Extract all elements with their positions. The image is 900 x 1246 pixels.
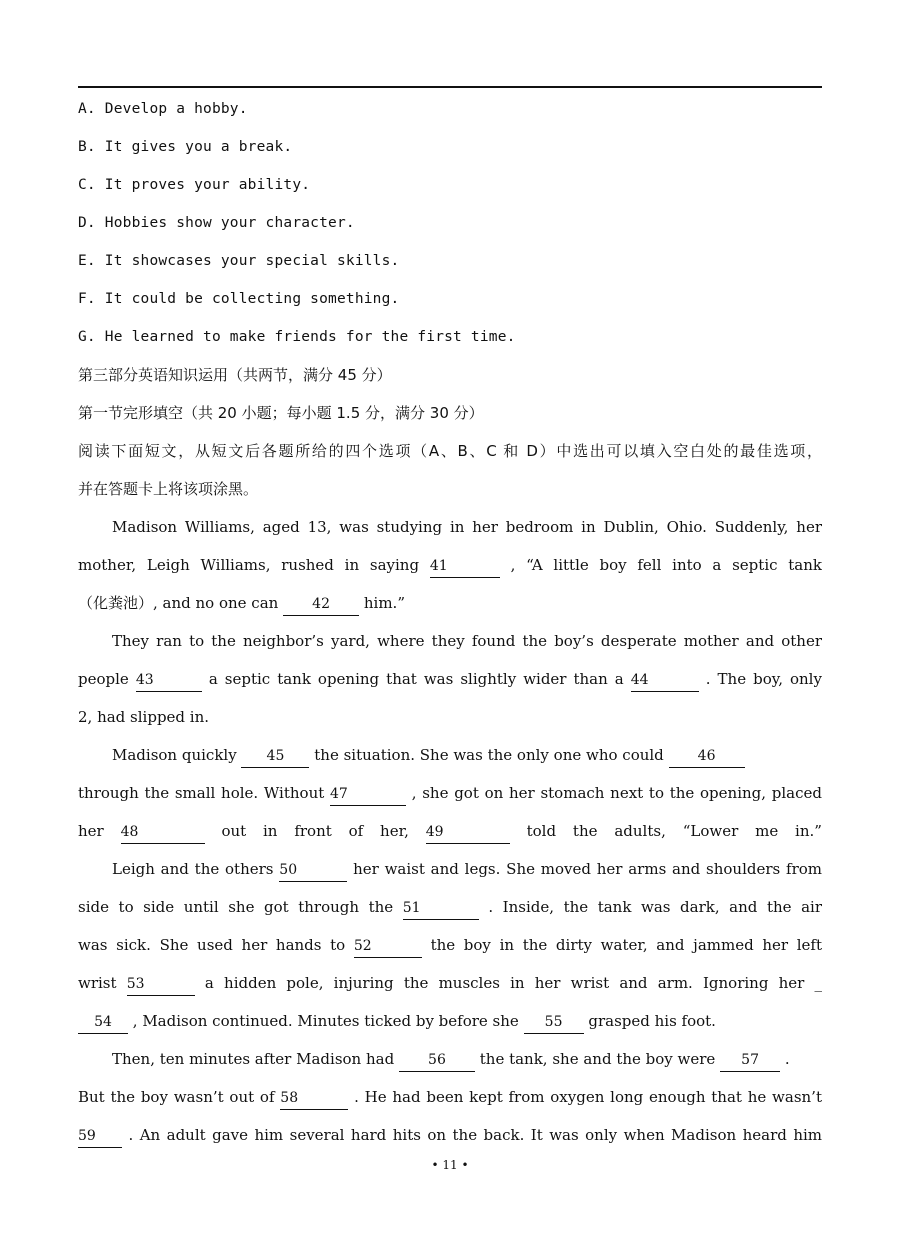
passage-text: her waist and legs. She moved her arms and shoulders from bbox=[353, 860, 822, 878]
passage-text: people bbox=[78, 670, 129, 688]
passage-text: They ran to the neighbor’s yard, where they found the boy’s desperate mother and other bbox=[112, 632, 822, 650]
passage-text: through the small hole. Without bbox=[78, 784, 325, 802]
passage-text: out in front of her, bbox=[221, 822, 409, 840]
passage-text: . The boy, only bbox=[705, 670, 822, 688]
blank-57: 57 bbox=[720, 1049, 780, 1072]
passage-text: wrist bbox=[78, 974, 117, 992]
option-b: B. It gives you a break. bbox=[78, 139, 293, 155]
passage-line bbox=[78, 1002, 822, 1040]
option-g: G. He learned to make friends for the first time. bbox=[78, 329, 516, 345]
blank-47: 47 bbox=[330, 783, 406, 806]
passage-line bbox=[78, 508, 822, 546]
passage-line bbox=[78, 774, 822, 812]
passage-text: , Madison continued. Minutes ticked by before she bbox=[132, 1012, 519, 1030]
passage-text: Leigh and the others bbox=[112, 860, 274, 878]
instructions-line-1: 阅读下面短文，从短文后各题所给的四个选项（A、B、C 和 D）中选出可以填入空白处的最佳选项， bbox=[78, 442, 822, 460]
blank-46: 46 bbox=[669, 745, 745, 768]
passage-text: . An adult gave him several hard hits on the back. It was only when Madison heard him bbox=[128, 1126, 822, 1144]
passage-text: the situation. She was the only one who could bbox=[314, 746, 664, 764]
blank-50: 50 bbox=[279, 859, 347, 882]
passage-line bbox=[78, 546, 822, 584]
section-header: 第三部分英语知识运用（共两节，满分 45 分） bbox=[78, 366, 392, 384]
passage-text: . bbox=[784, 1050, 790, 1068]
blank-56: 56 bbox=[399, 1049, 475, 1072]
blank-59: 59 bbox=[78, 1125, 122, 1148]
blank-41: 41 bbox=[430, 555, 500, 578]
passage-text: the tank, she and the boy were bbox=[479, 1050, 716, 1068]
passage-text: Then, ten minutes after Madison had bbox=[112, 1050, 395, 1068]
top-rule bbox=[78, 86, 822, 88]
passage-text: side to side until she got through the bbox=[78, 898, 394, 916]
blank-45: 45 bbox=[241, 745, 309, 768]
document-page bbox=[78, 90, 822, 1154]
passage-text: But the boy wasn’t out of bbox=[78, 1088, 275, 1106]
passage-text: the boy in the dirty water, and jammed her left bbox=[430, 936, 822, 954]
option-f: F. It could be collecting something. bbox=[78, 291, 400, 307]
passage-line bbox=[78, 622, 822, 660]
passage-line bbox=[78, 926, 822, 964]
passage-line bbox=[78, 660, 822, 698]
option-d: D. Hobbies show your character. bbox=[78, 215, 355, 231]
passage-text: her bbox=[78, 822, 104, 840]
passage-text: , “A little boy fell into a septic tank bbox=[510, 556, 822, 574]
passage-text: . Inside, the tank was dark, and the air bbox=[488, 898, 822, 916]
blank-58: 58 bbox=[280, 1087, 348, 1110]
passage-line bbox=[78, 1116, 822, 1154]
blank-51: 51 bbox=[403, 897, 479, 920]
blank-49: 49 bbox=[426, 821, 510, 844]
passage-line bbox=[78, 698, 822, 736]
option-c: C. It proves your ability. bbox=[78, 177, 311, 193]
passage-line bbox=[78, 736, 822, 774]
passage-text: 2, had slipped in. bbox=[78, 708, 210, 726]
passage-text: Madison Williams, aged 13, was studying in her bedroom in Dublin, Ohio. Suddenly, her bbox=[112, 518, 822, 536]
passage-text: a septic tank opening that was slightly wider than a bbox=[208, 670, 624, 688]
passage-text: （化粪池）, and no one can bbox=[78, 594, 279, 612]
blank-55: 55 bbox=[524, 1011, 584, 1034]
blank-53: 53 bbox=[127, 973, 195, 996]
blank-43: 43 bbox=[136, 669, 202, 692]
option-a: A. Develop a hobby. bbox=[78, 101, 248, 117]
passage-line bbox=[78, 850, 822, 888]
blank-42: 42 bbox=[283, 593, 359, 616]
passage-line bbox=[78, 584, 822, 622]
blank-48: 48 bbox=[121, 821, 205, 844]
passage-line bbox=[78, 812, 822, 850]
passage-text: grasped his foot. bbox=[588, 1012, 716, 1030]
passage-line bbox=[78, 888, 822, 926]
passage-text: him.” bbox=[363, 594, 405, 612]
passage-text: mother, Leigh Williams, rushed in saying bbox=[78, 556, 420, 574]
passage-line bbox=[78, 964, 822, 1002]
passage-text: a hidden pole, injuring the muscles in her wrist and arm. Ignoring her _ bbox=[204, 974, 822, 992]
passage-text: told the adults, “Lower me in.” bbox=[526, 822, 822, 840]
passage-text: Madison quickly bbox=[112, 746, 237, 764]
subsection-header: 第一节完形填空（共 20 小题；每小题 1.5 分，满分 30 分） bbox=[78, 404, 484, 422]
page-number: • 11 • bbox=[431, 1158, 469, 1172]
passage-line bbox=[78, 1040, 822, 1078]
instructions-line-2: 并在答题卡上将该项涂黑。 bbox=[78, 480, 259, 498]
blank-52: 52 bbox=[354, 935, 422, 958]
passage-text: was sick. She used her hands to bbox=[78, 936, 346, 954]
passage-line bbox=[78, 1078, 822, 1116]
option-e: E. It showcases your special skills. bbox=[78, 253, 400, 269]
passage-text: . He had been kept from oxygen long enough that he wasn’t bbox=[354, 1088, 822, 1106]
passage-text: , she got on her stomach next to the opening, placed bbox=[411, 784, 822, 802]
blank-54: 54 bbox=[78, 1011, 128, 1034]
blank-44: 44 bbox=[631, 669, 699, 692]
